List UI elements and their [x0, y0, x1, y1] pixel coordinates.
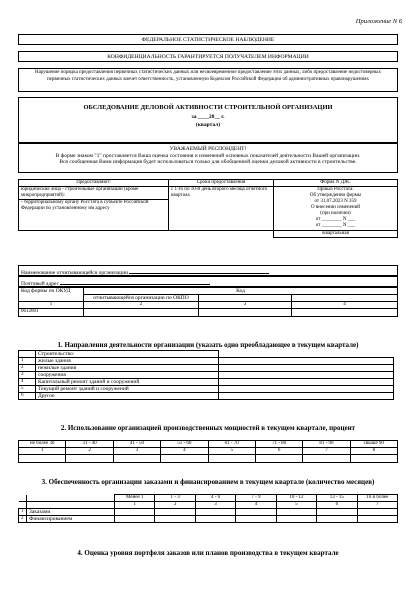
order-line: от ________ N ___ [315, 217, 356, 222]
coverage-header: 13 - 15 [317, 495, 357, 502]
federal-observation-box [18, 34, 398, 45]
appendix-label: Приложение N 6 [355, 18, 402, 25]
deadline-text: с 1-го по 10-й день второго месяца отчетного квартала [169, 187, 274, 231]
respondent-box [18, 143, 398, 173]
capacity-col-num: 5 [208, 448, 255, 455]
order-line: Приказ Росстата: [317, 187, 354, 192]
coverage-answer[interactable] [155, 509, 195, 516]
intro-text-1: В форме знаком "1" проставляется Ваша оценка состояния и изменений основных показателей деятельности Вашей организации. [55, 152, 361, 159]
activity-structures: сооружения [36, 372, 219, 379]
survey-box [18, 97, 398, 143]
answer-cell[interactable] [219, 386, 394, 393]
okpo-field[interactable] [84, 309, 199, 317]
order-line: от ________ N ___ [315, 223, 356, 228]
capacity-col-num: 4 [161, 448, 208, 455]
coverage-header: 4 - 6 [195, 495, 235, 502]
row-number: 2 [19, 516, 27, 523]
answer-cell[interactable] [219, 393, 394, 400]
order-cell [274, 187, 398, 231]
coverage-answer[interactable] [115, 509, 155, 516]
intro-text-2: Вся сообщенная Вами информация будет использоваться только для обобщенной оценки деловой активности в строительстве. [59, 159, 357, 165]
deadline-header: Сроки предоставления [169, 180, 274, 187]
capacity-answer[interactable] [303, 455, 350, 463]
code-label: Код [84, 288, 398, 295]
code-field-4[interactable] [292, 309, 398, 317]
confidentiality-box [18, 51, 398, 62]
answer-cell[interactable] [219, 379, 394, 386]
order-line: О внесении изменений [311, 205, 360, 210]
capacity-answer[interactable] [255, 455, 302, 463]
section2-title: 2. Использование организацией производственных мощностей в текущем квартале, процент [60, 424, 356, 432]
answer-cell[interactable] [219, 358, 394, 365]
org-name-label: Наименование отчитывающейся организации [21, 270, 129, 276]
section1-table [18, 350, 394, 400]
capacity-header: 31 - 40 [66, 441, 113, 448]
coverage-header: 7 - 9 [236, 495, 276, 502]
capacity-answer[interactable] [19, 455, 66, 463]
capacity-header: 41 - 50 [113, 441, 160, 448]
row-number: 5 [19, 386, 36, 393]
capacity-col-num: 2 [66, 448, 113, 455]
survey-period: за ____20__ г. [191, 114, 225, 120]
row-number: 4 [19, 379, 36, 386]
code-field-3[interactable] [199, 309, 292, 317]
row-number: 1 [19, 358, 36, 365]
coverage-col-num: 5 [276, 502, 316, 509]
coverage-header: 10 - 12 [276, 495, 316, 502]
survey-title: ОБСЛЕДОВАНИЕ ДЕЛОВОЙ АКТИВНОСТИ СТРОИТЕЛЬНОЙ ОРГАНИЗАЦИИ [83, 104, 333, 111]
coverage-answer[interactable] [276, 516, 316, 523]
capacity-header: 71 - 80 [255, 441, 302, 448]
order-line: от 31.07.2023 N 359 [314, 199, 357, 204]
answer-cell[interactable] [219, 365, 394, 372]
activity-other: Другое [36, 393, 219, 400]
col-num: 4 [292, 302, 398, 309]
capacity-col-num: 6 [255, 448, 302, 455]
org-name-field[interactable] [129, 266, 269, 274]
capacity-answer[interactable] [66, 455, 113, 463]
order-line: (при наличии) [320, 211, 351, 216]
coverage-header: 16 и более [357, 495, 397, 502]
federal-observation-title: ФЕДЕРАЛЬНОЕ СТАТИСТИЧЕСКОЕ НАБЛЮДЕНИЕ [141, 37, 275, 43]
providers-header: Предоставляют: [19, 180, 169, 187]
org-name-row [18, 265, 398, 276]
okpo-label: отчитывающейся организации по ОКПО [84, 295, 199, 302]
activity-residential: жилые здания [36, 358, 219, 365]
form-number-header: Форма N ДАС [274, 180, 398, 187]
okud-value: 0612001 [19, 309, 84, 317]
coverage-answer[interactable] [357, 509, 397, 516]
coverage-answer[interactable] [236, 516, 276, 523]
coverage-header: Менее 1 [115, 495, 155, 502]
section1-title: 1. Направления деятельности организации (указать одно преобладающее в текущем квартале) [57, 341, 359, 349]
capacity-header: 81 - 90 [303, 441, 350, 448]
coverage-answer[interactable] [317, 516, 357, 523]
periodicity: Квартальная [274, 231, 398, 238]
answer-cell[interactable] [219, 372, 394, 379]
coverage-answer[interactable] [357, 516, 397, 523]
warning-box [18, 68, 398, 92]
coverage-header: 1 - 3 [155, 495, 195, 502]
row-number: 6 [19, 393, 36, 400]
coverage-answer[interactable] [115, 516, 155, 523]
address-field[interactable] [60, 277, 210, 285]
survey-period-label: (квартал) [195, 122, 221, 128]
col-num: 2 [84, 302, 199, 309]
capacity-col-num: 7 [303, 448, 350, 455]
capacity-answer[interactable] [208, 455, 255, 463]
address-label: Почтовый адрес [21, 281, 60, 287]
section1-header: Строительство: [36, 351, 219, 358]
activity-capital-repair: Капитальный ремонт зданий и сооружений [36, 379, 219, 386]
coverage-col-num: 4 [236, 502, 276, 509]
coverage-col-num: 2 [155, 502, 195, 509]
coverage-answer[interactable] [236, 509, 276, 516]
capacity-answer[interactable] [113, 455, 160, 463]
coverage-col-num: 7 [357, 502, 397, 509]
coverage-answer[interactable] [195, 516, 235, 523]
activity-nonresidential: нежилые здания [36, 365, 219, 372]
capacity-col-num: 8 [350, 448, 397, 455]
activity-current-repair: Текущий ремонт зданий и сооружений [36, 386, 219, 393]
capacity-header: 51 - 60 [161, 441, 208, 448]
section4-title: 4. Оценка уровня портфеля заказов или планов производства в текущем квартале [77, 549, 339, 557]
row-number: 3 [19, 372, 36, 379]
coverage-col-num: 1 [115, 502, 155, 509]
capacity-answer[interactable] [161, 455, 208, 463]
capacity-header: свыше 90 [350, 441, 397, 448]
orders-label: Заказами [27, 509, 115, 516]
order-line: Об утверждении формы [309, 193, 362, 198]
capacity-header: не более 30 [19, 441, 66, 448]
coverage-col-num: 6 [317, 502, 357, 509]
col-num: 3 [199, 302, 292, 309]
coverage-answer[interactable] [317, 509, 357, 516]
capacity-col-num: 3 [113, 448, 160, 455]
financing-label: Финансированием [27, 516, 115, 523]
row-number: 2 [19, 365, 36, 372]
section3-table [18, 494, 398, 523]
providers-entities: юридические лица - строительные организации (кроме микропредприятий): [19, 187, 169, 200]
section3-title: 3. Обеспеченность организации заказами и финансированием в текущем квартале (количество месяцев) [41, 478, 375, 486]
capacity-header: 61 - 70 [208, 441, 255, 448]
codes-table [18, 287, 398, 317]
confidentiality-title: КОНФИДЕНЦИАЛЬНОСТЬ ГАРАНТИРУЕТСЯ ПОЛУЧАТЕЛЕМ ИНФОРМАЦИИ [107, 54, 309, 60]
okud-label: Код формы по ОКУД [19, 288, 84, 302]
row-number: 1 [19, 509, 27, 516]
greeting: УВАЖАЕМЫЙ РЕСПОНДЕНТ! [169, 146, 247, 152]
capacity-answer[interactable] [350, 455, 397, 463]
section2-table [18, 440, 398, 463]
warning-text: Нарушение порядка предоставления первичных статистических данных или несвоевременное предоставление этих данных, либо предоставление недостоверных первичных статистических данных влечет ответственность, установленную Кодексом Российской Федерации об административных правонарушениях [35, 70, 381, 82]
address-row [18, 276, 398, 287]
coverage-answer[interactable] [155, 516, 195, 523]
col-num: 1 [19, 302, 84, 309]
providers-territorial: - территориальному органу Росстата в субъекте Российской Федерации по установленному им адресу [19, 200, 169, 231]
coverage-answer[interactable] [195, 509, 235, 516]
capacity-col-num: 1 [19, 448, 66, 455]
form-info-table [18, 179, 398, 238]
coverage-col-num: 3 [195, 502, 235, 509]
coverage-answer[interactable] [276, 509, 316, 516]
